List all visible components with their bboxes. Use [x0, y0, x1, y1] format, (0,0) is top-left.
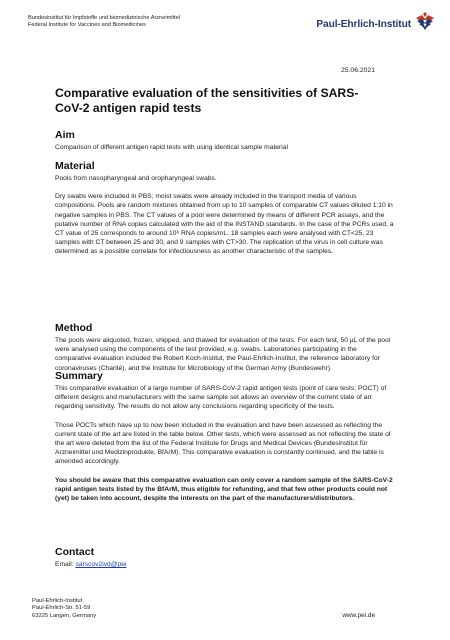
footer-line-1: Paul-Ehrlich-Institut [32, 598, 83, 604]
pei-logo [316, 11, 436, 38]
page-title: Comparative evaluation of the sensitivities of SARS-CoV-2 antigen rapid tests [55, 86, 359, 115]
email-label: Email: [55, 561, 76, 568]
institute-name-en: Federal Institute for Vaccines and Biomedicines [28, 22, 146, 28]
document-date: 25.06.2021 [340, 67, 375, 74]
contact-line [55, 560, 395, 569]
aim-heading: Aim [55, 129, 75, 141]
section-contact [55, 546, 395, 569]
email-link[interactable]: sarscov2ivd@pei [75, 561, 127, 568]
summary-paragraph-1: This comparative evaluation of a large number of SARS-CoV-2 rapid antigen tests (point of care tests; POCT) of different designs and manufacturers with the same sample set allows an overview of the current state of art regarding sensitivity. The results do not allow any conclusions regarding specificity of the tests. [55, 385, 387, 411]
footer-website[interactable]: www.pei.de [342, 612, 375, 619]
material-paragraph-2: Dry swabs were included in PBS; moist swabs were already included in the transport media of various compositions. Pools are random mixtures obtained from up to 10 samples of comparable CT values diluted 1:10 in negative samples in PBS. The CT values of a pool were determined by means of different PCR assays, and the putative number of RNA copies calculated with the aid of the INSTAND standards. In the case of the PCRs used, a CT value of 25 corresponds to around 10⁶ RNA copies/mL. 18 samples each were analysed with CT<25, 23 samples with CT between 25 and 30, and 9 samples with CT>30. The replication of the virus in cell culture was determined as a possible correlate for infectiousness as another characteristic of the samples. [55, 193, 394, 256]
method-text: The pools were aliquoted, frozen, shipped, and thawed for evaluation of the tests. For each test, 50 µL of the pool were analysed using the components of the test provided, e.g. swabs. Laboratories participating in the comparative evaluation included the Robert Koch-Institut, the Paul-Ehrlich-Institut, the reference laboratory for coronaviruses (Charité), and the Institute for Microbiology of the German Army (Bundeswehr). [55, 337, 391, 372]
method-heading: Method [55, 322, 93, 334]
section-method [55, 322, 395, 373]
summary-heading: Summary [55, 370, 103, 382]
section-aim [55, 129, 395, 152]
material-paragraph-1: Pools from nasopharyngeal and oropharyngeal swabs. [55, 175, 217, 182]
section-summary [55, 370, 395, 503]
summary-paragraph-2: Those POCTs which have up to now been included in the evaluation and have been assessed as reflecting the current state of the art are listed in the table below. Other tests, which were assessed as not reflecting the state of the art were deleted from the list of the Federal Institute for Drugs and Medical Devices (Bundesinstitut für Arzneimittel und Medizinprodukte, BfArM). This comparative evaluation is constantly continued, and the table is amended accordingly. [55, 421, 391, 466]
header-institute-block [28, 15, 180, 29]
footer-line-3: 63225 Langen, Germany [32, 612, 97, 619]
section-material [55, 160, 395, 257]
summary-paragraph-3: You should be aware that this comparative evaluation can only cover a random sample of the SARS-CoV-2 rapid antigen tests listed by the BfArM, thus eligible for refunding, and that few other products could not (yet) be taken into account, despite the interests on the part of the manufacturers/distributors. [55, 476, 393, 503]
aim-text: Comparison of different antigen rapid tests with using identical sample material [55, 144, 288, 151]
logo-text: Paul-Ehrlich-Institut [316, 19, 411, 30]
institute-name-de: Bundesinstitut für Impfstoffe und biomedizinische Arzneimittel [28, 15, 180, 21]
material-heading: Material [55, 160, 95, 172]
footer-line-2: Paul-Ehrlich-Str. 51-59 [32, 605, 91, 612]
contact-heading: Contact [55, 546, 95, 558]
footer-address [32, 598, 96, 620]
eagle-icon [414, 11, 436, 38]
